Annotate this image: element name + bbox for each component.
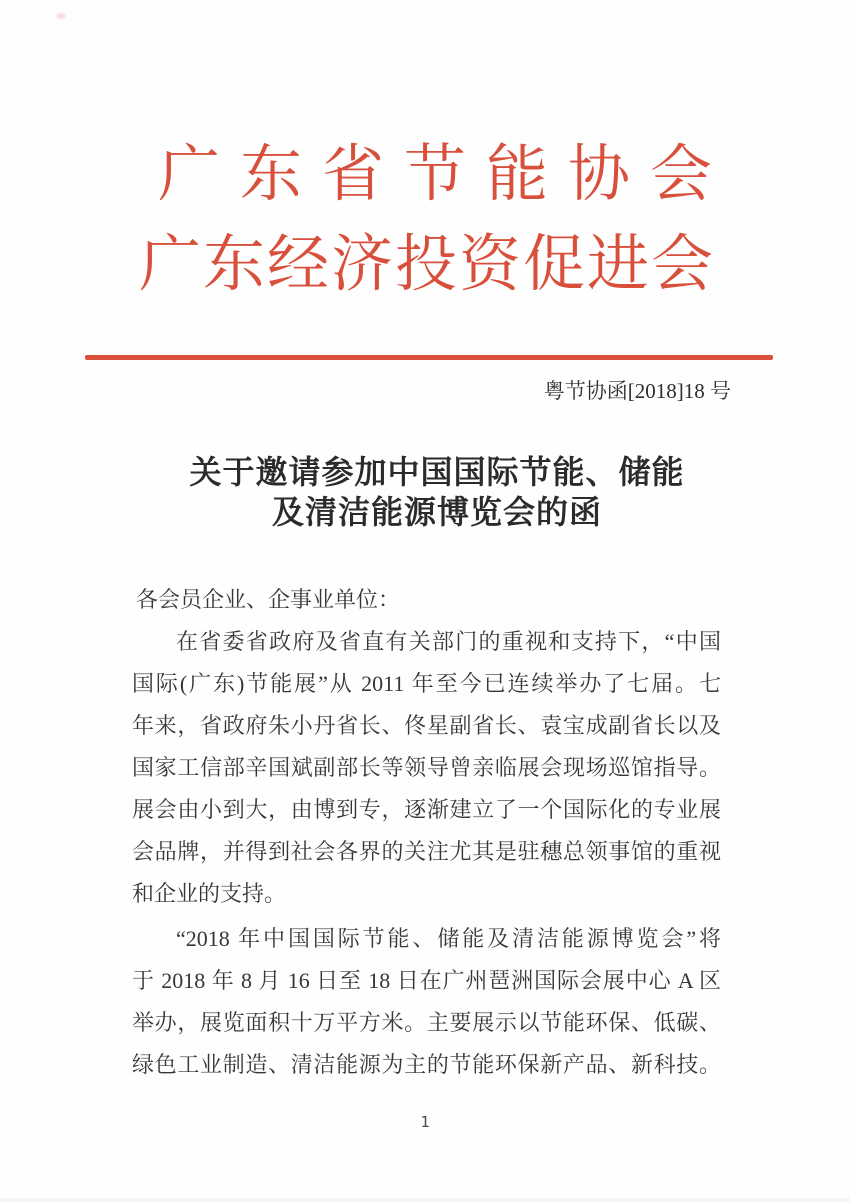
letter-body [132, 579, 721, 1086]
body-line: 会品牌，并得到社会各界的关注尤其是驻穗总领事馆的重视 [132, 839, 721, 864]
body-line: 举办，展览面积十万平方米。主要展示以节能环保、低碳、 [132, 1010, 721, 1035]
letterhead-line-1: 广东省节能协会 [157, 141, 732, 209]
body-line: 在省委省政府及省直有关部门的重视和支持下，“中国 [176, 629, 721, 654]
document-title [12, 452, 850, 532]
letterhead-rule [85, 355, 773, 360]
letterhead-line-2: 广东经济投资促进会 [138, 231, 715, 299]
page-number: 1 [420, 1113, 430, 1131]
body-paragraphs [132, 621, 721, 1086]
body-line: 国际(广东)节能展”从 2011 年至今已连续举办了七届。七 [132, 671, 721, 696]
body-line: 展会由小到大，由博到专，逐渐建立了一个国际化的专业展 [132, 797, 721, 822]
body-line: 国家工信部辛国斌副部长等领导曾亲临展会现场巡馆指导。 [132, 755, 721, 780]
body-line: 年来，省政府朱小丹省长、佟星副省长、袁宝成副省长以及 [132, 713, 721, 738]
scan-edge-shade [0, 1198, 850, 1202]
title-line-1: 关于邀请参加中国国际节能、储能 [189, 454, 685, 490]
body-line: 于 2018 年 8 月 16 日至 18 日在广州琶洲国际会展中心 A 区 [132, 968, 721, 993]
scan-smudge-artifact [56, 13, 66, 19]
title-line-2: 及清洁能源博览会的函 [271, 494, 602, 530]
body-line: 绿色工业制造、清洁能源为主的节能环保新产品、新科技。 [132, 1052, 721, 1077]
reference-number: 粤节协函[2018]18 号 [543, 379, 731, 403]
body-line: 和企业的支持。 [132, 881, 287, 906]
body-line: “2018 年中国国际节能、储能及清洁能源博览会”将 [176, 926, 721, 951]
salutation: 各会员企业、企事业单位： [136, 587, 401, 612]
